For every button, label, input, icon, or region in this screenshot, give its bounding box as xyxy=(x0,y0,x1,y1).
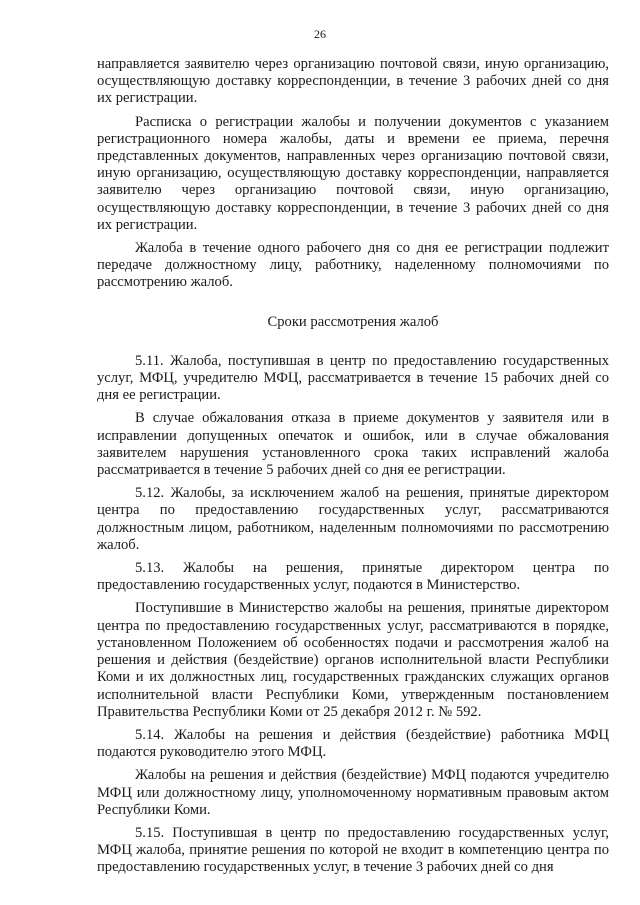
document-body xyxy=(97,56,609,883)
paragraph-mfc-complaints: Жалобы на решения и действия (бездействие) МФЦ подаются учредителю МФЦ или должностному лицу, уполномоченному нормативным правовым актом Республики Коми. xyxy=(97,767,609,818)
paragraph-5-11: 5.11. Жалоба, поступившая в центр по предоставлению государственных услуг, МФЦ, учредителю МФЦ, рассматривается в течение 15 рабочих дней со дня ее регистрации. xyxy=(97,352,609,404)
paragraph-appeal-refusal: В случае обжалования отказа в приеме документов у заявителя или в исправлении допущенных опечаток и ошибок, или в случае обжалования заявителем нарушения установленного срока таких исправлений жалоба рассматривается в течение 5 рабочих дней со дня ее регистрации. xyxy=(97,410,609,479)
page-number: 26 xyxy=(314,27,326,41)
section-heading: Сроки рассмотрения жалоб xyxy=(267,313,439,330)
paragraph-5-13: 5.13. Жалобы на решения, принятые директором центра по предоставлению государственных услуг, подаются в Министерство. xyxy=(97,560,609,594)
paragraph-top-1: направляется заявителю через организацию почтовой связи, иную организацию, осуществляющую доставку корреспонденции, в течение 3 рабочих дней со дня их регистрации. xyxy=(97,56,609,107)
paragraph-5-15: 5.15. Поступившая в центр по предоставлению государственных услуг, МФЦ жалоба, принятие решения по которой не входит в компетенцию центра по предоставлению государственных услуг, в течение 3 рабочих дней со дня xyxy=(97,824,609,876)
paragraph-5-14: 5.14. Жалобы на решения и действия (бездействие) работника МФЦ подаются руководителю этого МФЦ. xyxy=(97,726,609,761)
paragraph-top-3: Жалоба в течение одного рабочего дня со дня ее регистрации подлежит передаче должностному лицу, работнику, наделенному полномочиями по рассмотрению жалоб. xyxy=(97,240,609,291)
paragraph-ministry-review: Поступившие в Министерство жалобы на решения, принятые директором центра по предоставлению государственных услуг, рассматриваются в порядке, установленном Положением об особенностях подачи и рассмотрения жалоб на решения и действия (бездействие) органов исполнительной власти Республики Коми и их должностных лиц, государственных гражданских служащих органов исполнительной власти Республики Коми, утвержденным постановлением Правительства Республики Коми от 25 декабря 2012 г. № 592. xyxy=(97,600,609,720)
paragraph-5-12: 5.12. Жалобы, за исключением жалоб на решения, принятые директором центра по предоставлению государственных услуг, рассматриваются должностным лицом, работником, наделенным полномочиями по рассмотрению жалоб. xyxy=(97,485,609,553)
paragraph-top-2: Расписка о регистрации жалобы и получении документов с указанием регистрационного номера жалобы, даты и времени ее приема, перечня представленных документов, направленных через организацию почтовой связи, иную организацию, осуществляющую доставку корреспонденции, направляется заявителю через организацию почтовой связи, иную организацию, осуществляющую доставку корреспонденции, в течение 3 рабочих дней со дня их регистрации. xyxy=(97,113,609,233)
